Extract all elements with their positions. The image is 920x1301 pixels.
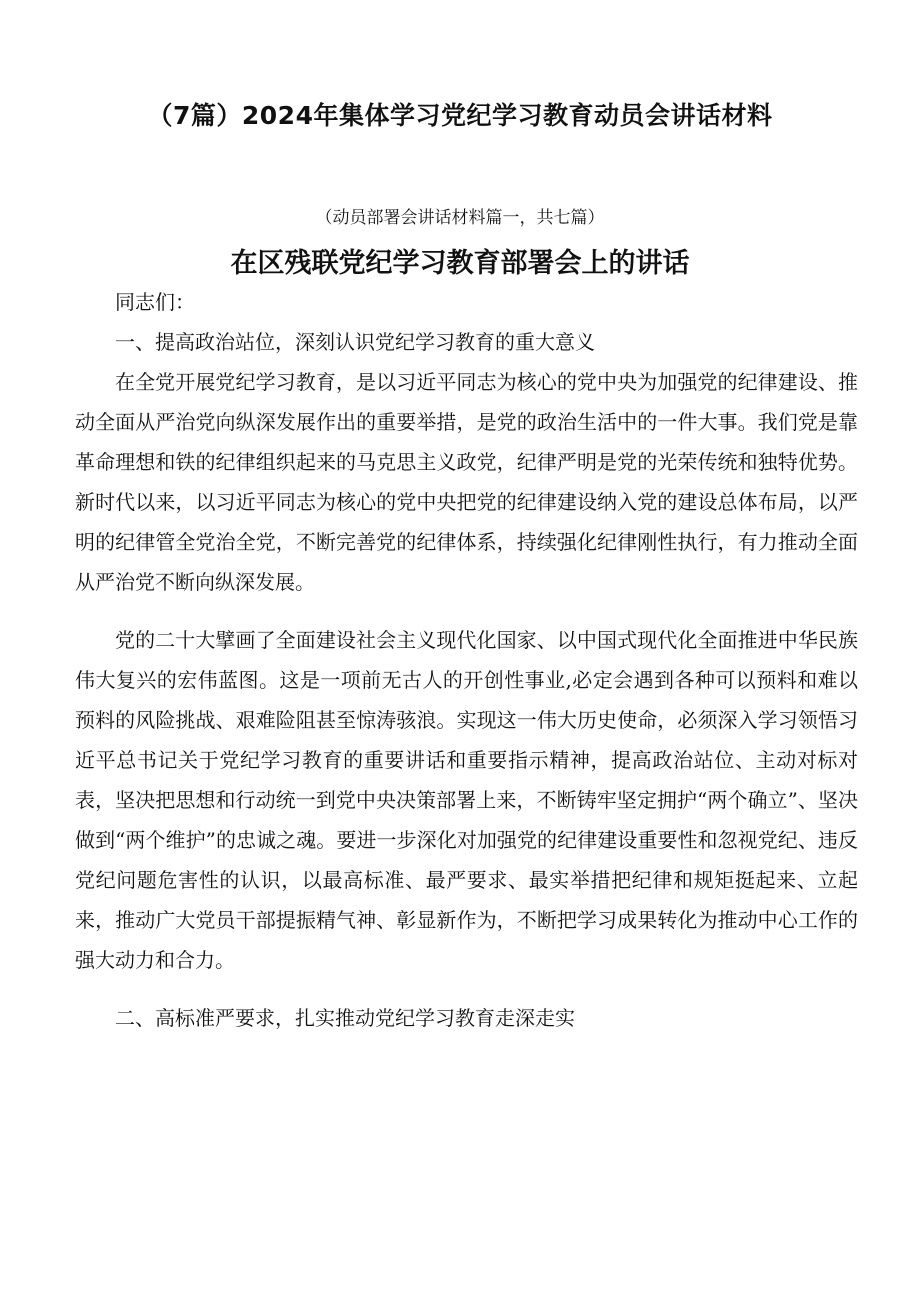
document-body — [75, 282, 858, 1038]
section-heading-2: 二、高标准严要求，扎实推动党纪学习教育走深走实 — [115, 1006, 575, 1030]
speech-title: 在区残联党纪学习教育部署会上的讲话 — [230, 248, 690, 279]
paragraph-2: 党的二十大擘画了全面建设社会主义现代化国家、以中国式现代化全面推进中华民族伟大复兴的宏伟蓝图。这是一项前无古人的开创性事业,必定会遇到各种可以预料和难以预料的风险挑战、艰难险阻甚至惊涛骇浪。实现这一伟大历史使命，必须深入学习领悟习近平总书记关于党纪学习教育的重要讲话和重要指示精神，提高政治站位、主动对标对表，坚决把思想和行动统一到党中央决策部署上来，不断铸牢坚定拥护“两个确立”、坚决做到“两个维护”的忠诚之魂。要进一步深化对加强党的纪律建设重要性和忽视党纪、违反党纪问题危害性的认识，以最高标准、最严要求、最实举措把纪律和规矩挺起来、立起来，推动广大党员干部提振精气神、彰显新作为，不断把学习成果转化为推动中心工作的强大动力和合力。 — [75, 628, 858, 972]
section-heading-1: 一、提高政治站位，深刻认识党纪学习教育的重大意义 — [115, 330, 595, 354]
speech-subtitle: （动员部署会讲话材料篇一，共七篇） — [315, 208, 605, 228]
salutation: 同志们： — [115, 290, 195, 314]
paragraph-1: 在全党开展党纪学习教育，是以习近平同志为核心的党中央为加强党的纪律建设、推动全面从严治党向纵深发展作出的重要举措，是党的政治生活中的一件大事。我们党是靠革命理想和铁的纪律组织起来的马克思主义政党，纪律严明是党的光荣传统和独特优势。新时代以来，以习近平同志为核心的党中央把党的纪律建设纳入党的建设总体布局，以严明的纪律管全党治全党，不断完善党的纪律体系，持续强化纪律刚性执行，有力推动全面从严治党不断向纵深发展。 — [75, 370, 858, 594]
document-title: （7篇）2024年集体学习党纪学习教育动员会讲话材料 — [147, 101, 773, 130]
